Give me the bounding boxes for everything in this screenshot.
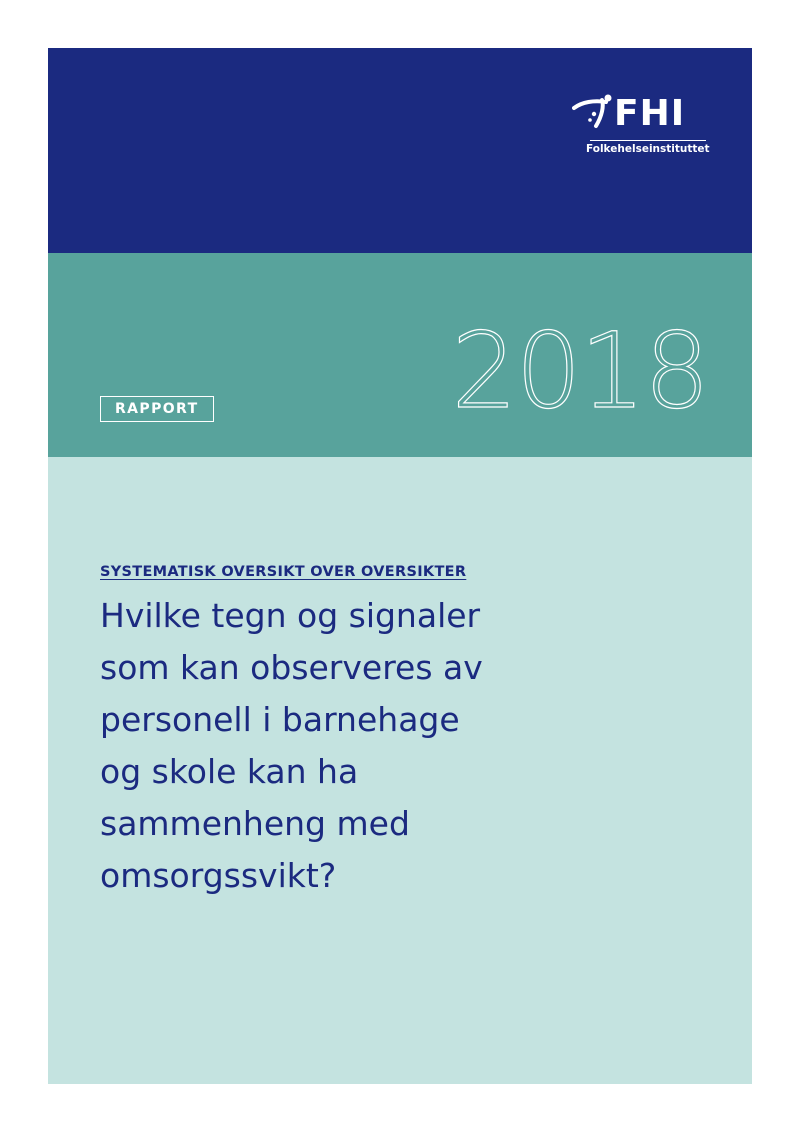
report-category: SYSTEMATISK OVERSIKT OVER OVERSIKTER [100, 564, 467, 580]
title-line: og skole kan ha [100, 752, 359, 791]
report-title [100, 590, 580, 902]
title-line: Hvilke tegn og signaler [100, 596, 481, 635]
title-line: personell i barnehage [100, 700, 460, 739]
report-cover [48, 48, 752, 1084]
fhi-logo [572, 90, 712, 162]
title-line: omsorgssvikt? [100, 856, 337, 895]
top-band [48, 48, 752, 253]
report-year: 2018 [451, 310, 708, 432]
logo-divider [590, 140, 706, 141]
title-line: sammenheng med [100, 804, 410, 843]
fhi-figure-icon [572, 92, 618, 138]
title-line: som kan observeres av [100, 648, 483, 687]
logo-subtitle: Folkehelseinstituttet [586, 143, 710, 155]
logo-wordmark: FHI [614, 93, 686, 134]
report-type-badge: RAPPORT [100, 396, 214, 422]
